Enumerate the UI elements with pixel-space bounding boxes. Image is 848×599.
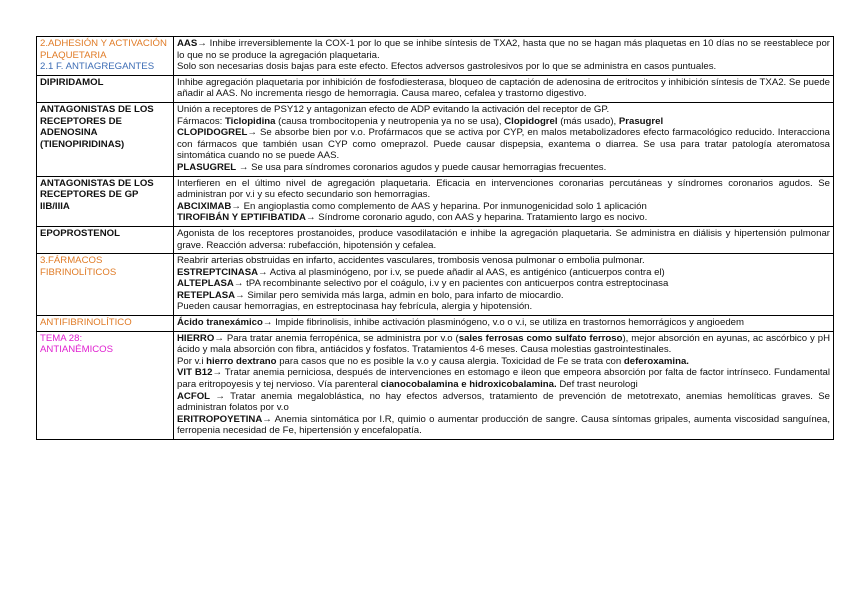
drug-text: → Se absorbe bien por v.o. Profármacos que se activa por CYP, en malos metabolizadores efecto farmacológico reducido. Interacciona con fármacos que también usan CYP como omeprazol. Puede causar dispepsia, exantema o diarrea. Se usa para tratar patología ateromatosa sintomática cuando no se puede AAS. — [177, 127, 830, 162]
drug-text: Pueden causar hemorragias, en estreptocinasa hay febrícula, alergia y hipotensión. — [177, 301, 533, 313]
drug-text: Def trast neurologi — [556, 379, 638, 391]
drug-text: → Síndrome coronario agudo, con AAS y heparina. Tratamiento largo es nocivo. — [306, 212, 648, 224]
drug-name: Prasugrel — [618, 115, 664, 127]
drug-text: Inhibe agregación plaquetaria por inhibición de fosfodiesterasa, bloqueo de captación de adenosina de eritrocitos y inhibición síntesis de TXA2. Se puede añadir al AAS. No incrementa riesgo de hemorragia. Causa mareo, cefalea y trastorno digestivo. — [177, 76, 830, 100]
section-heading: 3.FÁRMACOS FIBRINOLÍTICOS — [40, 255, 117, 278]
row-content — [174, 75, 834, 102]
row-label — [37, 254, 174, 316]
row-label — [37, 37, 174, 76]
drug-text: → Se usa para síndromes coronarios agudos y puede causar hemorragias frecuentes. — [236, 161, 607, 173]
drug-text: ), mejor absorción en ayunas, ac ascórbico y pH ácido y mala absorción con fibra, antiácidos y fosfatos. Tratamientos 4-6 meses. Causa molestias gastrointestinales. — [177, 332, 831, 356]
table-row — [37, 37, 834, 76]
drug-name: PLASUGREL — [177, 161, 237, 173]
drug-name: AAS — [177, 38, 198, 49]
drug-text: → tPA recombinante selectivo por el coágulo, i.v y en pacientes con anticuerpos contra estreptocinasa — [233, 278, 669, 290]
drug-name: ACFOL — [177, 390, 211, 402]
drug-name: ERITROPOYETINA — [177, 413, 263, 425]
drug-text: Agonista de los receptores prostanoides, produce vasodilatación e inhibe la agregación plaquetaria. Se administra en diálisis y hipertensión pulmonar grave. Reacción adversa: rubefacción, hipotensión y cefalea. — [177, 227, 830, 251]
row-label — [37, 316, 174, 332]
table-row — [37, 102, 834, 176]
drug-group-heading: DIPIRIDAMOL — [40, 76, 104, 88]
drug-name: Ticlopidina — [224, 115, 276, 127]
table-row — [37, 254, 834, 316]
drug-name: sales ferrosas como sulfato ferroso — [458, 332, 623, 344]
drug-text: Interfieren en el último nivel de agregación plaquetaria. Eficacia en intervenciones coronarias percutáneas y síndromes coronarios agudos. Se administran por v.i y su efecto secundario son hemorragias. — [177, 177, 830, 201]
row-label — [37, 102, 174, 176]
drug-text: → Tratar anemia megaloblástica, no hay efectos adversos, tratamiento de prevención de metotrexato, anemias hemolíticas graves. Se administran folatos por v.o — [177, 390, 830, 414]
drug-text: → Inhibe irreversiblemente la COX-1 por lo que se inhibe síntesis de TXA2, hasta que no se hagan más plaquetas en 10 días no se reestablece por lo que no se produce la agregación plaquetaria. — [177, 38, 830, 61]
row-content — [174, 316, 834, 332]
drug-text: → En angioplastia como complemento de AAS y heparina. Por inmunogenicidad solo 1 aplicación — [231, 200, 647, 212]
row-content — [174, 331, 834, 439]
drug-text: (causa trombocitopenia y neutropenia ya no se usa), — [275, 115, 505, 127]
drug-group-heading: ANTAGONISTAS DE LOS RECEPTORES DE ADENOSINA (TIENOPIRIDINAS) — [40, 103, 154, 150]
row-content — [174, 176, 834, 226]
row-content — [174, 102, 834, 176]
drug-name: RETEPLASA — [177, 289, 236, 301]
drug-name: deferoxamina. — [623, 355, 689, 367]
drug-name: TIROFIBÁN Y EPTIFIBATIDA — [177, 212, 306, 224]
row-content — [174, 37, 834, 76]
drug-text: → Similar pero semivida más larga, admin en bolo, para infarto de miocardio. — [235, 289, 564, 301]
drug-text: (más usado), — [557, 115, 619, 127]
drug-text: → Impide fibrinolisis, inhibe activación plasminógeno, v.o o v.i, se utiliza en trastornos hemorrágicos y angioedem — [262, 317, 745, 329]
row-label — [37, 75, 174, 102]
drug-text: → Anemia sintomática por I.R, quimio o aumentar producción de sangre. Causa síntomas gripales, aumenta viscosidad sanguínea, ferropenia necesidad de Fe, hipertensión y encefalopatía. — [177, 413, 830, 437]
table-row — [37, 331, 834, 439]
drug-text: Por v.i — [177, 355, 207, 367]
section-heading: ANTIFIBRINOLÍTICO — [40, 317, 132, 329]
drug-text: Fármacos: — [177, 115, 225, 127]
table-row — [37, 226, 834, 253]
table-row — [37, 316, 834, 332]
drug-text: Unión a receptores de PSY12 y antagonizan efecto de ADP evitando la activación del receptor de GP. — [177, 103, 610, 115]
table-row — [37, 75, 834, 102]
row-label — [37, 226, 174, 253]
notes-table — [36, 36, 834, 440]
drug-name: Clopidogrel — [504, 115, 558, 127]
row-label — [37, 176, 174, 226]
drug-group-heading: ANTAGONISTAS DE LOS RECEPTORES DE GP IIB/IIIA — [40, 177, 154, 212]
drug-text: para casos que no es posible la v.o y causa alergia. Toxicidad de Fe se trata con — [276, 355, 624, 367]
row-label — [37, 331, 174, 439]
drug-name: ESTREPTCINASA — [177, 266, 259, 278]
drug-name: HIERRO — [177, 332, 215, 344]
drug-text: Solo son necesarias dosis bajas para este efecto. Efectos adversos gastrolesivos por lo que se administra en casos puntuales. — [177, 61, 717, 73]
drug-text: Reabrir arterias obstruidas en infarto, accidentes vasculares, trombosis venosa pulmonar o embolia pulmonar. — [177, 255, 645, 267]
drug-name: CLOPIDOGREL — [177, 127, 248, 139]
drug-text: → Para tratar anemia ferropénica, se administra por v.o ( — [214, 332, 459, 344]
drug-name: ALTEPLASA — [177, 278, 234, 290]
section-heading: ANTIANÉMICOS — [40, 344, 114, 356]
subsection-heading: 2.1 F. ANTIAGREGANTES — [40, 61, 155, 73]
section-heading: 2.ADHESIÓN Y ACTIVACIÓN PLAQUETARIA — [40, 38, 167, 61]
drug-text: → Activa al plasminógeno, por i.v, se puede añadir al AAS, es antigénico (anticuerpos contra el) — [258, 266, 665, 278]
row-content — [174, 226, 834, 253]
drug-name: ABCIXIMAB — [177, 200, 232, 212]
drug-name: cianocobalamina e hidroxicobalamina. — [380, 379, 557, 391]
drug-text: → Tratar anemia perniciosa, después de intervenciones en estomago e ileon que empeora absorción por falta de factor intrínseco. Fundamental para eritropoyesis y tej nervioso. Vía parenteral — [177, 367, 830, 391]
row-content — [174, 254, 834, 316]
drug-name: Ácido tranexámico — [177, 317, 263, 329]
drug-name: hierro dextrano — [206, 355, 277, 367]
drug-group-heading: EPOPROSTENOL — [40, 227, 120, 239]
section-heading: TEMA 28: — [40, 332, 83, 344]
drug-name: VIT B12 — [177, 367, 213, 379]
table-row — [37, 176, 834, 226]
